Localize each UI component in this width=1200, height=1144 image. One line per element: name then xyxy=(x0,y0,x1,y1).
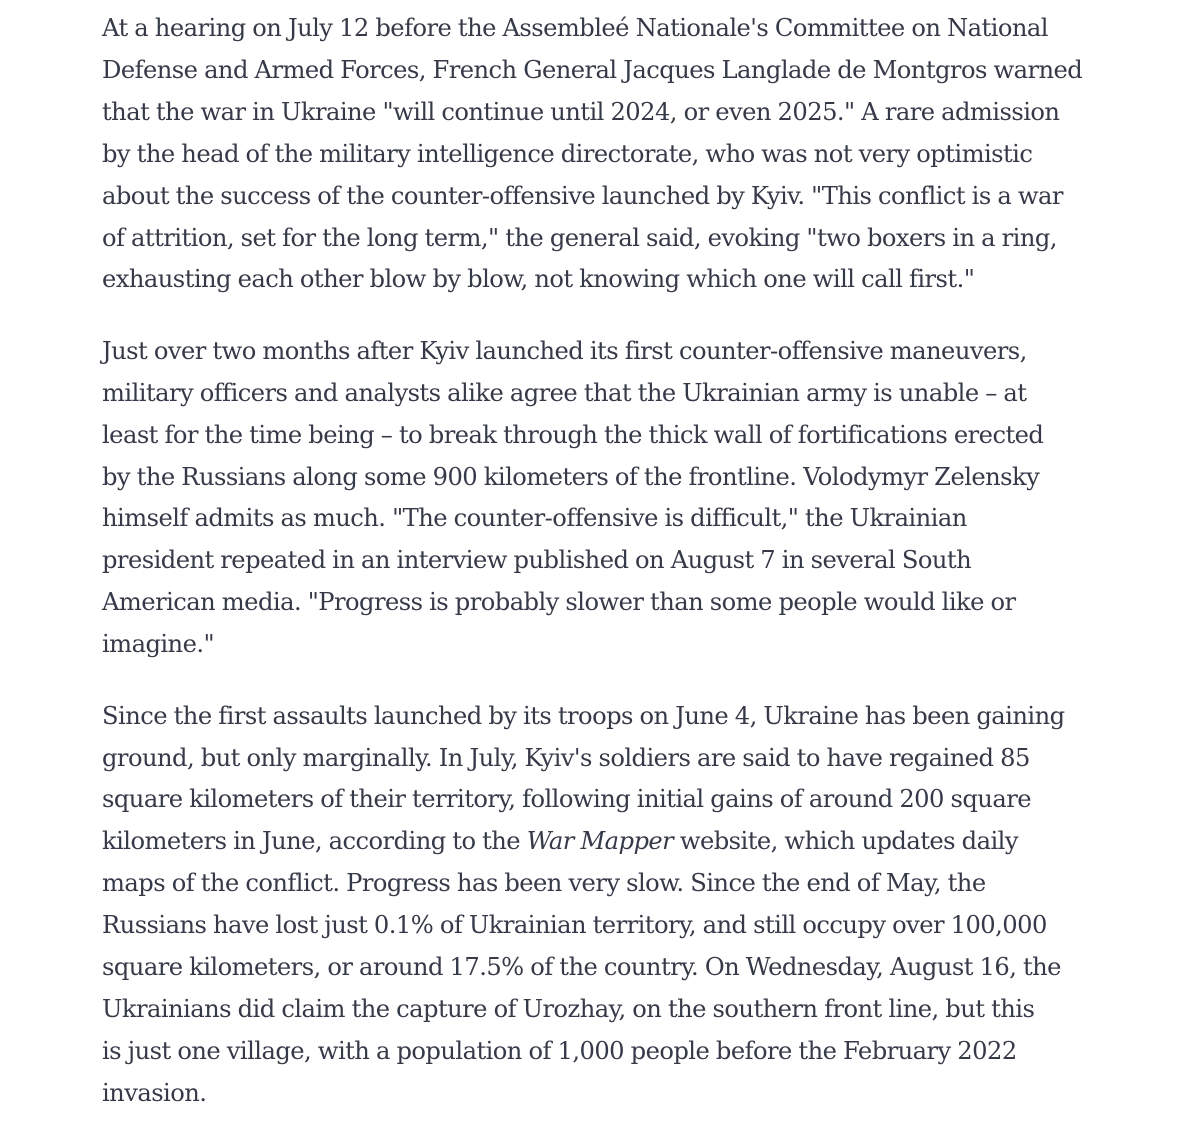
text-line: least for the time being – to break through the thick wall of fortifications erected xyxy=(102,420,1044,449)
text-line: square kilometers of their territory, following initial gains of around 200 square xyxy=(102,785,1031,814)
text-line: president repeated in an interview published on August 7 in several South xyxy=(102,546,972,575)
text-line: of attrition, set for the long term," the general said, evoking "two boxers in a ring, xyxy=(102,223,1057,252)
text-line: Just over two months after Kyiv launched its first counter-offensive maneuvers, xyxy=(102,336,1027,365)
text-line: invasion. xyxy=(102,1078,207,1107)
text-line: himself admits as much. "The counter-offensive is difficult," the Ukrainian xyxy=(102,504,967,533)
source-name-war-mapper: War Mapper xyxy=(526,827,674,856)
text-line: by the head of the military intelligence directorate, who was not very optimistic xyxy=(102,139,1033,168)
paragraph-2 xyxy=(102,331,1102,666)
text-line: that the war in Ukraine "will continue until 2024, or even 2025." A rare admission xyxy=(102,97,1060,126)
text-line: exhausting each other blow by blow, not knowing which one will call first." xyxy=(102,265,975,294)
text-line: military officers and analysts alike agree that the Ukrainian army is unable – at xyxy=(102,378,1027,407)
article-body xyxy=(102,8,1102,1144)
paragraph-1 xyxy=(102,8,1102,301)
text-line: maps of the conflict. Progress has been very slow. Since the end of May, the xyxy=(102,869,986,898)
text-line: square kilometers, or around 17.5% of the country. On Wednesday, August 16, the xyxy=(102,953,1061,982)
text-line: Since the first assaults launched by its troops on June 4, Ukraine has been gaining xyxy=(102,701,1065,730)
text-line: imagine." xyxy=(102,630,215,659)
text-line: Russians have lost just 0.1% of Ukrainian territory, and still occupy over 100,000 xyxy=(102,911,1047,940)
text-line xyxy=(102,821,1102,863)
text-line: American media. "Progress is probably slower than some people would like or xyxy=(102,588,1016,617)
paragraph-3 xyxy=(102,696,1102,1115)
text-line: about the success of the counter-offensive launched by Kyiv. "This conflict is a war xyxy=(102,181,1063,210)
text-fragment: kilometers in June, according to the xyxy=(102,827,527,856)
text-line: ground, but only marginally. In July, Kyiv's soldiers are said to have regained 85 xyxy=(102,743,1030,772)
text-line: is just one village, with a population of 1,000 people before the February 2022 xyxy=(102,1036,1017,1065)
text-line: Ukrainians did claim the capture of Urozhay, on the southern front line, but this xyxy=(102,994,1035,1023)
text-line: Defense and Armed Forces, French General Jacques Langlade de Montgros warned xyxy=(102,55,1083,84)
text-fragment: website, which updates daily xyxy=(673,827,1018,856)
text-line: by the Russians along some 900 kilometers of the frontline. Volodymyr Zelensky xyxy=(102,462,1040,491)
text-line: At a hearing on July 12 before the Assembleé Nationale's Committee on National xyxy=(102,14,1048,42)
